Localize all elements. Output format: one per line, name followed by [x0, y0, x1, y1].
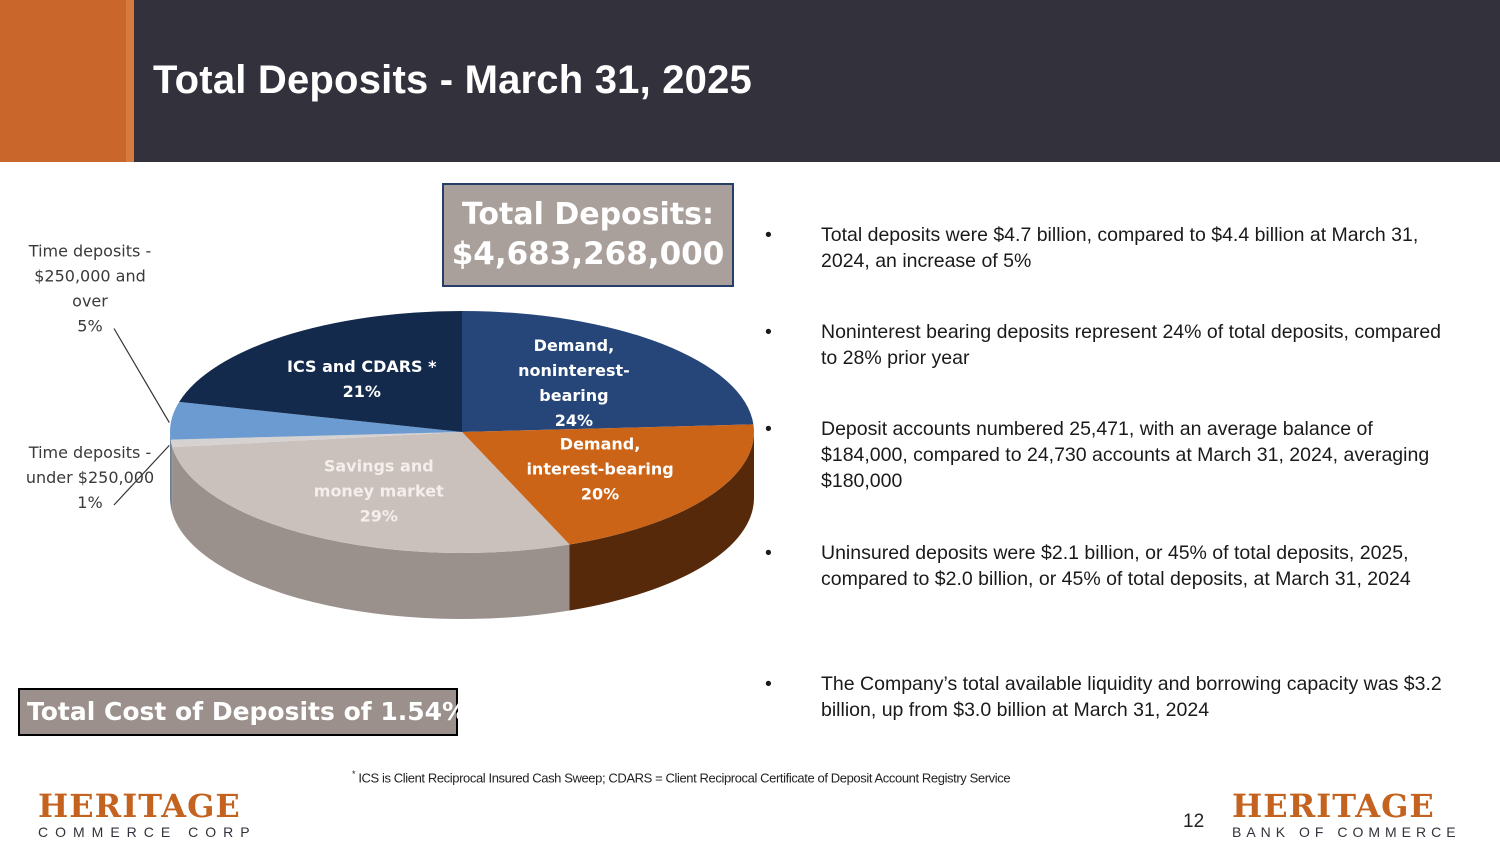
bullet-text: The Company’s total available liquidity and borrowing capacity was $3.2 billion, up from $3.0 billion at March 31, 2024 [821, 673, 1442, 721]
bullet-text: Uninsured deposits were $2.1 billion, or 45% of total deposits, 2025, compared to $2.0 billion, or 45% of total deposits, at March 31, 2024 [821, 542, 1411, 590]
logo-name: HERITAGE [38, 787, 241, 825]
slice-value-demand-noninterest-bearing: 24% [554, 411, 594, 431]
logo-subtitle: BANK OF COMMERCE [1232, 824, 1461, 840]
slice-label-time-deposits-250-000-and-over: over [72, 291, 108, 311]
total-deposits-box [442, 183, 734, 287]
heritage-commerce-corp-logo [38, 787, 257, 840]
header-accent-stripe [126, 0, 134, 162]
slice-label-time-deposits-under-250-000: under $250,000 [25, 468, 155, 487]
page-number: 12 [1183, 811, 1205, 832]
slice-label-demand-noninterest-bearing: Demand, [533, 336, 615, 356]
pie-side-time-deposits-250-000-and-over [170, 432, 171, 506]
bullet-item [760, 540, 1460, 671]
header-accent [0, 0, 126, 162]
bullet-item [760, 319, 1460, 416]
slice-label-demand-noninterest-bearing: noninterest- [518, 361, 630, 381]
footnote-text: ICS is Client Reciprocal Insured Cash Sweep; CDARS = Client Reciprocal Certificate of Deposit Account Registry Service [355, 770, 1011, 786]
slice-value-demand-interest-bearing: 20% [580, 484, 620, 504]
bullet-text: Total deposits were $4.7 billion, compared to $4.4 billion at March 31, 2024, an increase of 5% [821, 224, 1419, 272]
bullet-item [760, 671, 1460, 723]
slice-label-demand-interest-bearing: Demand, [559, 434, 641, 454]
total-deposits-label: Total Deposits: [461, 197, 715, 232]
slice-label-time-deposits-under-250-000: Time deposits - [28, 443, 152, 462]
slice-label-demand-interest-bearing: interest-bearing [526, 459, 674, 479]
pie-top [170, 311, 754, 553]
slice-label-time-deposits-250-000-and-over: $250,000 and [34, 266, 146, 286]
bullet-text: Noninterest bearing deposits represent 24% of total deposits, compared to 28% prior year [821, 321, 1442, 369]
slice-label-time-deposits-250-000-and-over: Time deposits - [28, 241, 152, 261]
bullet-marker: • [765, 321, 772, 343]
leader-line-time-deposits-250-000-and-over [114, 329, 169, 423]
bullet-item [760, 416, 1460, 540]
bullet-marker: • [765, 418, 772, 440]
logo-name: HERITAGE [1232, 787, 1435, 825]
slice-value-savings-and-money-market: 29% [359, 506, 398, 526]
page-title: Total Deposits - March 31, 2025 [153, 58, 752, 102]
slice-value-time-deposits-250-000-and-over: 5% [77, 316, 103, 336]
logo-subtitle: COMMERCE CORP [38, 824, 257, 840]
bullet-text: Deposit accounts numbered 25,471, with an average balance of $184,000, compared to 24,730 accounts at March 31, 2024, averaging $180,000 [821, 418, 1430, 492]
bullet-marker: • [765, 542, 772, 564]
footnote-mark: * [352, 769, 356, 779]
slice-value-time-deposits-under-250-000: 1% [77, 493, 103, 512]
slice-label-demand-noninterest-bearing: bearing [539, 386, 609, 406]
heritage-bank-of-commerce-logo [1232, 787, 1461, 840]
footnote [352, 769, 1010, 785]
slice-label-ics-and-cdars: ICS and CDARS * [287, 356, 437, 376]
bullet-marker: • [765, 673, 772, 695]
total-deposits-value: $4,683,268,000 [451, 236, 725, 272]
pie-side-time-deposits-under-250-000 [171, 440, 173, 514]
slice-label-savings-and-money-market: Savings and [323, 456, 434, 476]
slice-value-ics-and-cdars: 21% [342, 381, 381, 401]
bullet-marker: • [765, 224, 772, 246]
bullet-list [760, 222, 1460, 723]
cost-of-deposits-box: Total Cost of Deposits of 1.54% [18, 688, 458, 736]
slice-label-savings-and-money-market: money market [313, 481, 444, 501]
bullet-item [760, 222, 1460, 319]
